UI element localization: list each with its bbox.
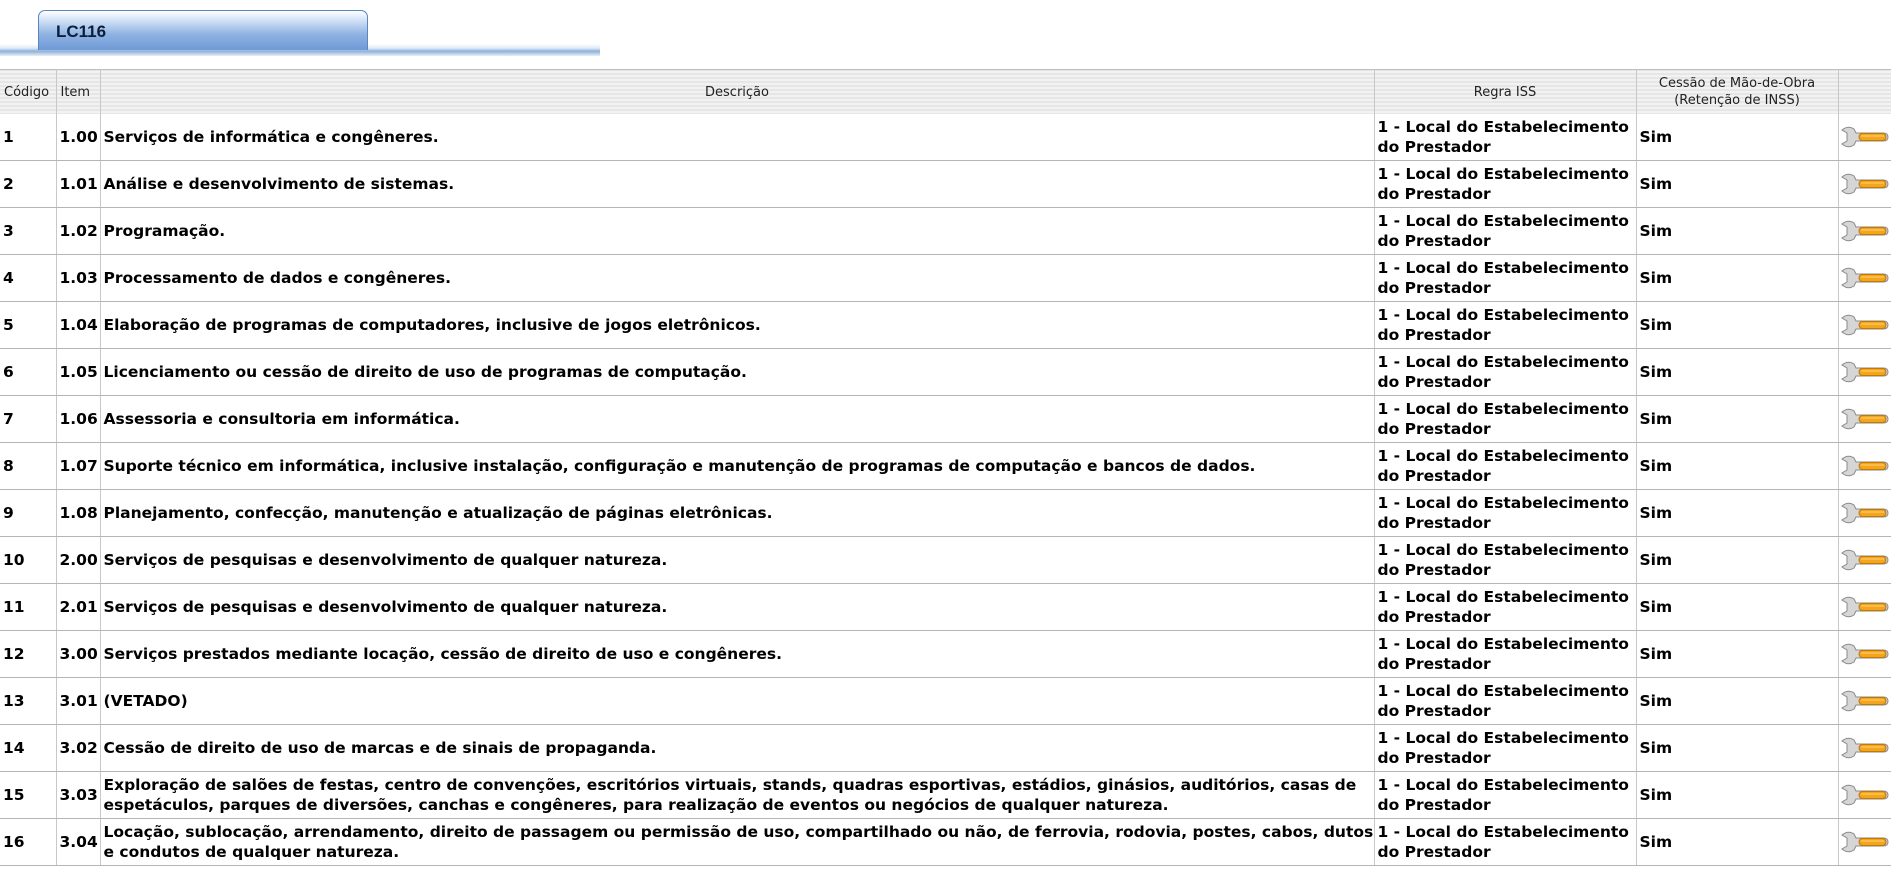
header-descricao[interactable]: Descrição bbox=[100, 70, 1374, 115]
cell-actions bbox=[1838, 255, 1891, 302]
cell-actions bbox=[1838, 772, 1891, 819]
wrench-edit-icon[interactable] bbox=[1839, 171, 1891, 197]
cell-regra-iss: 1 - Local do Estabelecimento do Prestador bbox=[1374, 490, 1636, 537]
wrench-edit-icon[interactable] bbox=[1839, 547, 1891, 573]
cell-actions bbox=[1838, 443, 1891, 490]
cell-descricao: Cessão de direito de uso de marcas e de sinais de propaganda. bbox=[100, 725, 1374, 772]
cell-codigo: 16 bbox=[0, 819, 56, 866]
wrench-edit-icon[interactable] bbox=[1839, 500, 1891, 526]
header-cessao-line1: Cessão de Mão-de-Obra bbox=[1658, 76, 1816, 91]
table-row[interactable] bbox=[0, 349, 1891, 396]
wrench-edit-icon[interactable] bbox=[1839, 594, 1891, 620]
services-grid bbox=[0, 69, 1891, 866]
cell-regra-iss: 1 - Local do Estabelecimento do Prestador bbox=[1374, 114, 1636, 161]
cell-actions bbox=[1838, 584, 1891, 631]
wrench-edit-icon[interactable] bbox=[1839, 406, 1891, 432]
header-actions bbox=[1838, 70, 1891, 115]
cell-item: 2.00 bbox=[56, 537, 100, 584]
cell-cessao: Sim bbox=[1636, 678, 1838, 725]
table-row[interactable] bbox=[0, 584, 1891, 631]
cell-regra-iss: 1 - Local do Estabelecimento do Prestador bbox=[1374, 396, 1636, 443]
cell-codigo: 6 bbox=[0, 349, 56, 396]
cell-codigo: 8 bbox=[0, 443, 56, 490]
cell-item: 1.07 bbox=[56, 443, 100, 490]
tab-lc116[interactable] bbox=[38, 10, 368, 50]
cell-cessao: Sim bbox=[1636, 161, 1838, 208]
cell-actions bbox=[1838, 490, 1891, 537]
cell-item: 1.00 bbox=[56, 114, 100, 161]
cell-codigo: 9 bbox=[0, 490, 56, 537]
cell-regra-iss: 1 - Local do Estabelecimento do Prestador bbox=[1374, 349, 1636, 396]
cell-actions bbox=[1838, 678, 1891, 725]
cell-codigo: 14 bbox=[0, 725, 56, 772]
wrench-edit-icon[interactable] bbox=[1839, 641, 1891, 667]
header-item[interactable]: Item bbox=[56, 70, 100, 115]
wrench-edit-icon[interactable] bbox=[1839, 265, 1891, 291]
cell-descricao: Serviços de informática e congêneres. bbox=[100, 114, 1374, 161]
table-row[interactable] bbox=[0, 396, 1891, 443]
cell-cessao: Sim bbox=[1636, 255, 1838, 302]
cell-cessao: Sim bbox=[1636, 725, 1838, 772]
cell-regra-iss: 1 - Local do Estabelecimento do Prestador bbox=[1374, 678, 1636, 725]
cell-codigo: 13 bbox=[0, 678, 56, 725]
cell-cessao: Sim bbox=[1636, 631, 1838, 678]
cell-item: 1.01 bbox=[56, 161, 100, 208]
cell-codigo: 11 bbox=[0, 584, 56, 631]
table-row[interactable] bbox=[0, 631, 1891, 678]
cell-item: 3.00 bbox=[56, 631, 100, 678]
tab-strip bbox=[0, 10, 600, 60]
cell-descricao: Serviços de pesquisas e desenvolvimento de qualquer natureza. bbox=[100, 584, 1374, 631]
table-row[interactable] bbox=[0, 819, 1891, 866]
cell-codigo: 4 bbox=[0, 255, 56, 302]
cell-actions bbox=[1838, 537, 1891, 584]
wrench-edit-icon[interactable] bbox=[1839, 312, 1891, 338]
cell-descricao: Suporte técnico em informática, inclusive instalação, configuração e manutenção de programas de computação e bancos de dados. bbox=[100, 443, 1374, 490]
cell-item: 1.08 bbox=[56, 490, 100, 537]
cell-descricao: Serviços de pesquisas e desenvolvimento de qualquer natureza. bbox=[100, 537, 1374, 584]
cell-regra-iss: 1 - Local do Estabelecimento do Prestador bbox=[1374, 725, 1636, 772]
cell-cessao: Sim bbox=[1636, 772, 1838, 819]
cell-descricao: (VETADO) bbox=[100, 678, 1374, 725]
wrench-edit-icon[interactable] bbox=[1839, 359, 1891, 385]
header-cessao-line2: (Retenção de INSS) bbox=[1674, 93, 1800, 108]
cell-cessao: Sim bbox=[1636, 443, 1838, 490]
cell-cessao: Sim bbox=[1636, 584, 1838, 631]
cell-actions bbox=[1838, 114, 1891, 161]
cell-codigo: 2 bbox=[0, 161, 56, 208]
tab-label: LC116 bbox=[56, 22, 107, 41]
cell-descricao: Elaboração de programas de computadores, inclusive de jogos eletrônicos. bbox=[100, 302, 1374, 349]
wrench-edit-icon[interactable] bbox=[1839, 218, 1891, 244]
header-regra-iss[interactable]: Regra ISS bbox=[1374, 70, 1636, 115]
wrench-edit-icon[interactable] bbox=[1839, 124, 1891, 150]
cell-regra-iss: 1 - Local do Estabelecimento do Prestador bbox=[1374, 302, 1636, 349]
header-cessao[interactable] bbox=[1636, 70, 1838, 115]
cell-item: 3.04 bbox=[56, 819, 100, 866]
cell-item: 1.06 bbox=[56, 396, 100, 443]
cell-descricao: Exploração de salões de festas, centro de convenções, escritórios virtuais, stands, quadras esportivas, estádios, ginásios, auditórios, casas de espetáculos, parques de diversões, canchas e congêneres, para realização de eventos ou negócios de qualquer natureza. bbox=[100, 772, 1374, 819]
cell-item: 2.01 bbox=[56, 584, 100, 631]
cell-regra-iss: 1 - Local do Estabelecimento do Prestador bbox=[1374, 208, 1636, 255]
cell-actions bbox=[1838, 349, 1891, 396]
cell-cessao: Sim bbox=[1636, 537, 1838, 584]
cell-codigo: 7 bbox=[0, 396, 56, 443]
wrench-edit-icon[interactable] bbox=[1839, 453, 1891, 479]
table-row[interactable] bbox=[0, 302, 1891, 349]
cell-regra-iss: 1 - Local do Estabelecimento do Prestador bbox=[1374, 537, 1636, 584]
cell-item: 1.04 bbox=[56, 302, 100, 349]
cell-cessao: Sim bbox=[1636, 490, 1838, 537]
table-row[interactable] bbox=[0, 678, 1891, 725]
cell-item: 1.02 bbox=[56, 208, 100, 255]
cell-descricao: Processamento de dados e congêneres. bbox=[100, 255, 1374, 302]
cell-regra-iss: 1 - Local do Estabelecimento do Prestador bbox=[1374, 819, 1636, 866]
cell-item: 1.05 bbox=[56, 349, 100, 396]
cell-codigo: 12 bbox=[0, 631, 56, 678]
cell-regra-iss: 1 - Local do Estabelecimento do Prestador bbox=[1374, 584, 1636, 631]
wrench-edit-icon[interactable] bbox=[1839, 782, 1891, 808]
cell-actions bbox=[1838, 725, 1891, 772]
cell-cessao: Sim bbox=[1636, 819, 1838, 866]
cell-regra-iss: 1 - Local do Estabelecimento do Prestador bbox=[1374, 161, 1636, 208]
cell-descricao: Assessoria e consultoria em informática. bbox=[100, 396, 1374, 443]
grid-header-row bbox=[0, 70, 1891, 115]
cell-cessao: Sim bbox=[1636, 302, 1838, 349]
cell-codigo: 1 bbox=[0, 114, 56, 161]
cell-regra-iss: 1 - Local do Estabelecimento do Prestador bbox=[1374, 255, 1636, 302]
table-row[interactable] bbox=[0, 772, 1891, 819]
cell-cessao: Sim bbox=[1636, 114, 1838, 161]
table-row[interactable] bbox=[0, 208, 1891, 255]
cell-actions bbox=[1838, 302, 1891, 349]
table-row[interactable] bbox=[0, 161, 1891, 208]
cell-regra-iss: 1 - Local do Estabelecimento do Prestador bbox=[1374, 443, 1636, 490]
table-row[interactable] bbox=[0, 443, 1891, 490]
table-row[interactable] bbox=[0, 490, 1891, 537]
table-row[interactable] bbox=[0, 537, 1891, 584]
table-row[interactable] bbox=[0, 725, 1891, 772]
cell-item: 3.01 bbox=[56, 678, 100, 725]
wrench-edit-icon[interactable] bbox=[1839, 829, 1891, 855]
cell-descricao: Licenciamento ou cessão de direito de uso de programas de computação. bbox=[100, 349, 1374, 396]
cell-codigo: 3 bbox=[0, 208, 56, 255]
cell-actions bbox=[1838, 161, 1891, 208]
table-row[interactable] bbox=[0, 255, 1891, 302]
header-codigo[interactable]: Código bbox=[0, 70, 56, 115]
cell-regra-iss: 1 - Local do Estabelecimento do Prestador bbox=[1374, 631, 1636, 678]
cell-descricao: Análise e desenvolvimento de sistemas. bbox=[100, 161, 1374, 208]
cell-item: 3.02 bbox=[56, 725, 100, 772]
cell-item: 3.03 bbox=[56, 772, 100, 819]
cell-cessao: Sim bbox=[1636, 396, 1838, 443]
cell-descricao: Programação. bbox=[100, 208, 1374, 255]
cell-descricao: Locação, sublocação, arrendamento, direito de passagem ou permissão de uso, compartilhado ou não, de ferrovia, rodovia, postes, cabos, dutos e condutos de qualquer natureza. bbox=[100, 819, 1374, 866]
cell-descricao: Serviços prestados mediante locação, cessão de direito de uso e congêneres. bbox=[100, 631, 1374, 678]
cell-codigo: 15 bbox=[0, 772, 56, 819]
wrench-edit-icon[interactable] bbox=[1839, 735, 1891, 761]
cell-codigo: 5 bbox=[0, 302, 56, 349]
cell-actions bbox=[1838, 631, 1891, 678]
cell-cessao: Sim bbox=[1636, 208, 1838, 255]
cell-actions bbox=[1838, 396, 1891, 443]
cell-cessao: Sim bbox=[1636, 349, 1838, 396]
cell-actions bbox=[1838, 819, 1891, 866]
cell-codigo: 10 bbox=[0, 537, 56, 584]
cell-item: 1.03 bbox=[56, 255, 100, 302]
wrench-edit-icon[interactable] bbox=[1839, 688, 1891, 714]
table-row[interactable] bbox=[0, 114, 1891, 161]
cell-regra-iss: 1 - Local do Estabelecimento do Prestador bbox=[1374, 772, 1636, 819]
cell-descricao: Planejamento, confecção, manutenção e atualização de páginas eletrônicas. bbox=[100, 490, 1374, 537]
cell-actions bbox=[1838, 208, 1891, 255]
grid-body bbox=[0, 114, 1891, 866]
